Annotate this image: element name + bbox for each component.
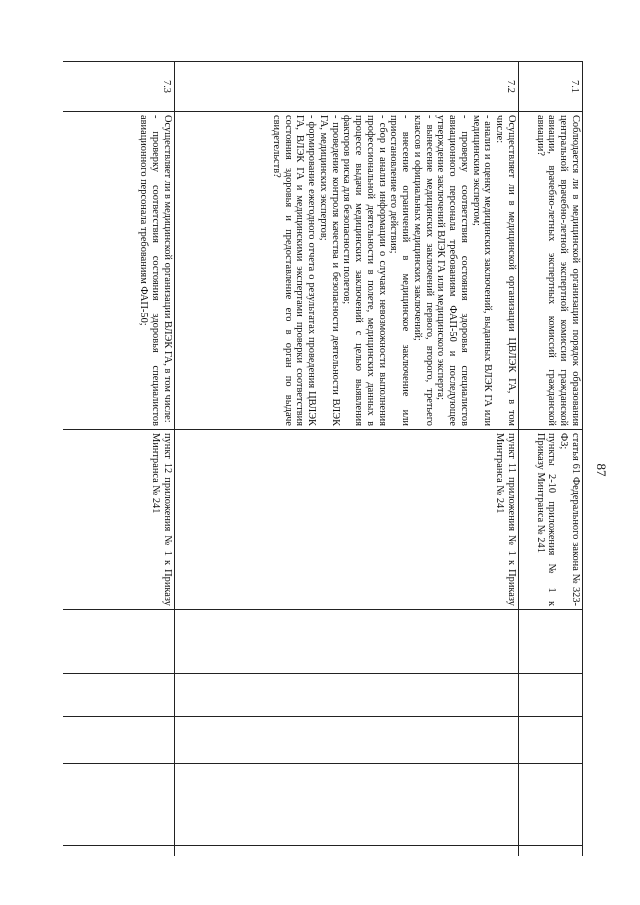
comment-cell (519, 764, 583, 846)
edge-cell (519, 846, 583, 857)
question-paragraph: Осуществляет ли в медицинской организации ЦВЛЭК ГА, в том числе: (494, 115, 517, 426)
question-paragraph: - сбор и анализ информации о случаях невозможности выполнения профессиональной деятельности в полете, медицинских данных в процессе выдачи медицинских заключений с целью выявления факторов риска для безопасности полетов; (341, 115, 388, 426)
answer-no-cell (63, 674, 175, 717)
row-number: 7.1 (519, 62, 583, 112)
question-paragraph: Соблюдается ли в медицинской организации порядок образования центральной врачебно-летной экспертной комиссии гражданской авиации, врачебно-летных экспертных комиссий гражданской авиации? (534, 115, 581, 426)
answer-no-cell (519, 674, 583, 717)
checklist-table-frame (63, 61, 583, 856)
checklist-table-rotated (63, 61, 583, 856)
question-paragraph: - формирование ежегодного отчета о результатах проведения ЦВЛЭК ГА, ВЛЭК ГА и медицинскими экспертами проверки соответствия состояния здоровья и предоставление его в орган по выдаче свидетельств? (271, 115, 318, 426)
table-row (519, 62, 583, 857)
question-paragraph: - проверку соответствия состояния здоровья специалистов авиационного персонала требованиям ФАП-50 и последующее утверждение заключений ВЛЭК ГА или медицинского эксперта; (435, 115, 470, 426)
question-paragraph: Осуществляет ли в медицинской организации ВЛЭК ГА, в том числе: (162, 115, 173, 423)
answer-yes-cell (63, 610, 175, 674)
comment-cell (175, 764, 519, 846)
legal-reference (175, 430, 519, 610)
not-applicable-cell (175, 717, 519, 764)
checklist-table (63, 61, 583, 856)
legal-reference (63, 430, 175, 610)
not-applicable-cell (519, 717, 583, 764)
requirement-question (175, 112, 519, 430)
edge-cell (175, 846, 519, 857)
answer-yes-cell (519, 610, 583, 674)
edge-cell (63, 846, 175, 857)
reference-line: статья 61 Федерального закона № 323-ФЗ; (558, 433, 581, 606)
question-paragraph: - проведение контроля качества и безопасности деятельности ВЛЭК ГА, медицинских экспертов; (318, 115, 341, 426)
answer-yes-cell (175, 610, 519, 674)
table-row (63, 62, 175, 857)
answer-no-cell (175, 674, 519, 717)
question-paragraph: - внесение ограничений в медицинское заключение или приостановление его действия; (388, 115, 412, 426)
page-number: 87 (594, 463, 609, 477)
question-paragraph: - проверку соответствия состояния здоровья специалистов авиационного персонала требованиям ФАП-50; (138, 115, 162, 426)
table-row (175, 62, 519, 857)
table-body (63, 62, 583, 857)
legal-reference (519, 430, 583, 610)
reference-line: пункты 2-10 приложения № 1 к Приказу Минтранса № 241 (534, 433, 558, 606)
row-number: 7.3 (63, 62, 175, 112)
comment-cell (63, 764, 175, 846)
row-number: 7.2 (175, 62, 519, 112)
requirement-question (519, 112, 583, 430)
question-paragraph: - вынесение медицинских заключений первого, второго, третьего классов и официальных медицинских заключений; (412, 115, 435, 426)
question-paragraph: - анализ и оценку медицинских заключений, выданных ВЛЭК ГА или медицинским экспертом; (470, 115, 494, 426)
reference-line: пункт 11 приложения № 1 к Приказу Минтранса № 241 (494, 433, 517, 606)
reference-line: пункт 12 приложения № 1 к Приказу Минтранса № 241 (150, 433, 173, 606)
not-applicable-cell (63, 717, 175, 764)
requirement-question (63, 112, 175, 430)
